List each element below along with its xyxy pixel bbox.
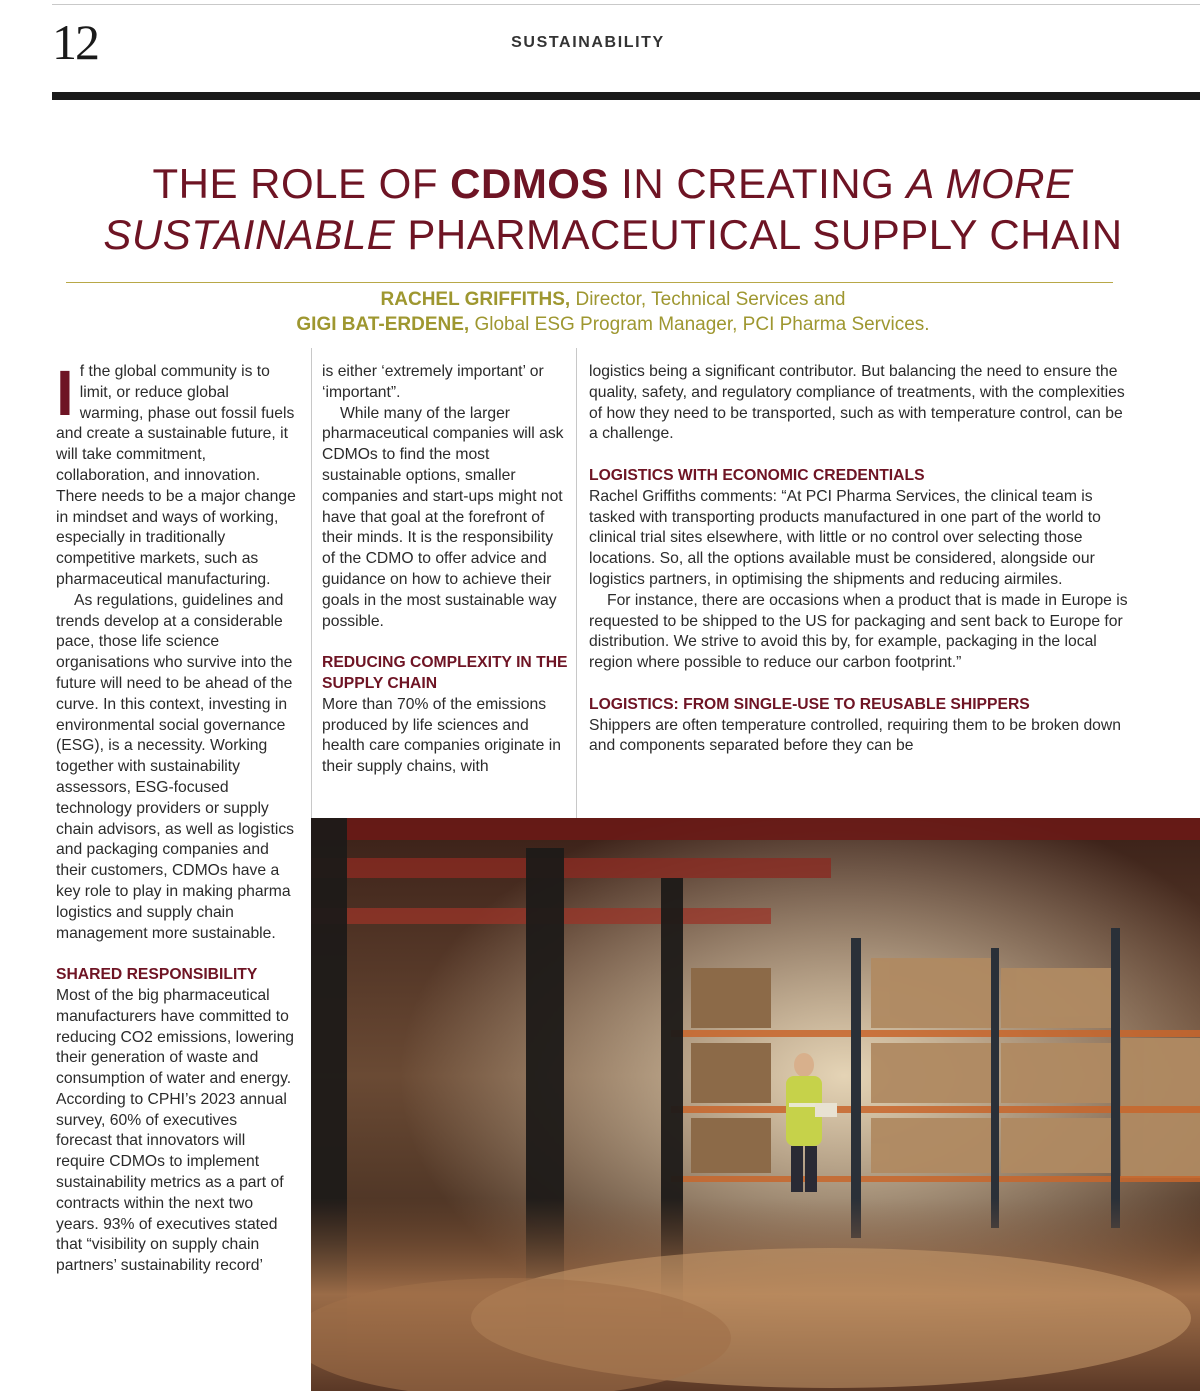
paragraph: While many of the larger pharmaceutical companies will ask CDMOs to find the most sustainable options, smaller companies and start-ups might not have that goal at the forefront of their minds. It is the responsibility of the CDMO to offer advice and guidance on how to achieve their goals in the most sustainable way possible. — [322, 404, 564, 630]
author-1-role: Director, Technical Services and — [570, 289, 846, 310]
column-1 — [56, 357, 296, 1277]
column-3 — [589, 362, 1134, 757]
paragraph: is either ‘extremely important’ or ‘important”. — [322, 363, 544, 401]
subheading-reducing-complexity: REDUCING COMPLEXITY IN THE SUPPLY CHAIN — [322, 654, 568, 692]
paragraph: As regulations, guidelines and trends develop at a considerable pace, those life science organisations who survive into the future will need to be ahead of the curve. In this context, investing in environmental social governance (ESG), is a necessity. Working together with sustainability assessors, ESG-focused technology providers or supply chain advisors, as well as logistics and packaging companies and their customers, CDMOs have a key role to play in making pharma logistics and supply chain management more sustainable. — [56, 591, 295, 942]
top-hairline — [52, 4, 1200, 5]
intro-text: f the global community is to limit, or reduce global warming, phase out fossil fuels and create a sustainable future, it will take commitment, collaboration, and innovation. There needs to be a major change in mindset and ways of working, especially in traditionally competitive markets, such as pharmaceutical manufacturing. — [56, 363, 296, 588]
paragraph: More than 70% of the emissions produced by life sciences and health care companies originate in their supply chains, with — [322, 695, 561, 776]
subheading-reusable-shippers: LOGISTICS: FROM SINGLE-USE TO REUSABLE SHIPPERS — [589, 695, 1030, 713]
title-part-5: PHARMACEUTICAL SUPPLY CHAIN — [395, 211, 1123, 258]
paragraph: logistics being a significant contributor. But balancing the need to ensure the quality, safety, and regulatory compliance of treatments, with the complexities of how they need to be transported, such as with temperature control, can be a challenge. — [589, 363, 1125, 443]
title-part-4: A MORE SUSTAINABLE — [103, 160, 1074, 258]
paragraph: Most of the big pharmaceutical manufacturers have committed to reducing CO2 emissions, lowering their generation of waste and consumption of water and energy. According to CPHI’s 2023 annual survey, 60% of executives forecast that innovators will require CDMOs to implement sustainability metrics as a part of contracts within the next two years. 93% of executives stated that “visibility on supply chain partners’ sustainability record’ — [56, 986, 295, 1275]
author-1-name: RACHEL GRIFFITHS, — [380, 289, 571, 310]
title-part-2: CDMOS — [450, 160, 609, 207]
column-divider-1 — [311, 348, 312, 818]
section-label: SUSTAINABILITY — [511, 34, 665, 51]
header-rule — [52, 92, 1200, 100]
title-divider — [66, 282, 1113, 283]
intro-paragraph — [56, 357, 296, 591]
paragraph: For instance, there are occasions when a product that is made in Europe is requested to be shipped to the US for packaging and sent back to Europe for distribution. We strive to avoid this by, for example, packaging in the local region where possible to reduce our carbon footprint.” — [589, 591, 1128, 672]
paragraph: Rachel Griffiths comments: “At PCI Pharma Services, the clinical team is tasked with transporting products manufactured in one part of the world to clinical trial sites elsewhere, with little or no control over selecting those locations. So, all the options available must be considered, alongside our logistics partners, in optimising the shipments and reducing airmiles. — [589, 487, 1101, 588]
subheading-logistics-economic: LOGISTICS WITH ECONOMIC CREDENTIALS — [589, 466, 925, 484]
title-part-3: IN CREATING — [609, 160, 907, 207]
drop-cap: I — [56, 357, 74, 429]
title-part-1: THE ROLE OF — [152, 160, 451, 207]
article-title — [52, 158, 1174, 260]
byline — [52, 287, 1174, 337]
column-divider-2 — [576, 348, 577, 818]
author-2-role: Global ESG Program Manager, PCI Pharma Services. — [469, 314, 930, 335]
warehouse-photo — [311, 818, 1200, 1391]
column-2 — [322, 362, 568, 778]
paragraph: Shippers are often temperature controlled, requiring them to be broken down and components separated before they can be — [589, 716, 1121, 755]
author-2-name: GIGI BAT-ERDENE, — [296, 314, 470, 335]
subheading-shared-responsibility: SHARED RESPONSIBILITY — [56, 966, 258, 984]
page-number: 12 — [52, 14, 98, 70]
